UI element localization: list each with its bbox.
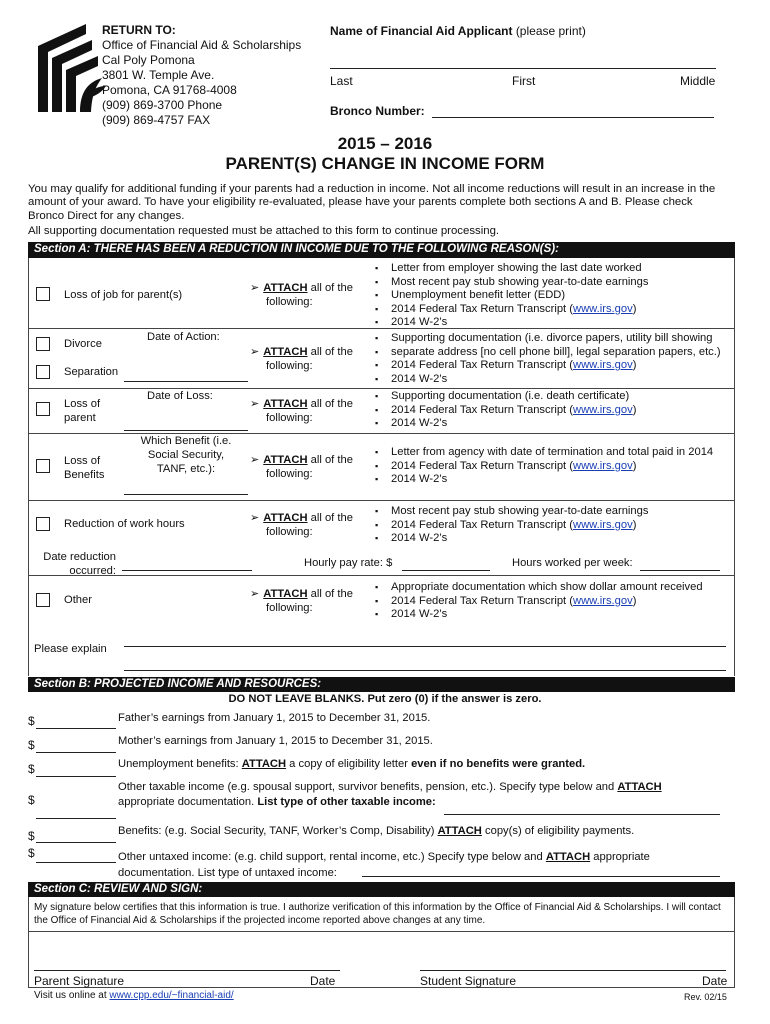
address-line: (909) 869-3700 Phone [102,98,223,112]
website-link[interactable]: www.cpp.edu/~financial-aid/ [109,990,234,1001]
address-line: Pomona, CA 91768-4008 [102,83,237,97]
date-reduction-field[interactable] [122,560,252,571]
address-line: Office of Financial Aid & Scholarships [102,38,302,52]
dollar-sign: $ [28,714,35,728]
explain-line-2[interactable] [124,660,726,671]
doc-item: ▪ Most recent pay stub showing year-to-date earnings [374,276,734,290]
form-year: 2015 – 2016 [337,134,433,153]
benefits-field[interactable] [36,830,116,843]
doc-item: ▪ 2014 Federal Tax Return Transcript (www.irs.gov) [374,303,734,317]
attach-instruction: ➢ ATTACH all of the following: [250,454,353,480]
hours-per-week-field[interactable] [640,560,720,571]
address-line: 3801 W. Temple Ave. [102,68,215,82]
doc-item: ▪ 2014 W-2’s [374,373,734,387]
doc-item: ▪ 2014 Federal Tax Return Transcript (www.irs.gov) [374,519,734,533]
loss-of-benefits-doc-list [374,446,734,487]
hourly-pay-label: Hourly pay rate: $ [304,557,393,569]
first-label: First [512,74,536,88]
section-b-note: DO NOT LEAVE BLANKS. Put zero (0) if the answer is zero. [228,693,542,705]
attach-instruction: ➢ ATTACH all of the following: [250,346,353,372]
dollar-sign: $ [28,829,35,843]
student-signature-label: Student Signature [420,974,517,988]
bronco-number-label: Bronco Number: [330,104,425,118]
return-to-label: RETURN TO: [102,23,176,37]
doc-item: ▪ 2014 Federal Tax Return Transcript (www.irs.gov) [374,359,734,373]
doc-item: ▪ Letter from agency with date of termination and total paid in 2014 [374,446,734,460]
doc-item: ▪ separate address [no cell phone bill], legal separation papers, etc.) [374,346,734,360]
section-c-heading: Section C: REVIEW AND SIGN: [28,882,735,897]
doc-item: ▪ 2014 Federal Tax Return Transcript (www.irs.gov) [374,460,734,474]
attach-instruction: ➢ ATTACH all of the following: [250,512,353,538]
hourly-pay-field[interactable] [402,560,490,571]
date-of-loss-field[interactable] [124,420,248,431]
irs-link[interactable]: www.irs.gov [573,594,633,607]
other-doc-list [374,581,734,622]
separation-label: Separation [64,366,119,378]
separation-checkbox[interactable] [36,365,50,379]
doc-item: ▪ Most recent pay stub showing year-to-date earnings [374,505,734,519]
doc-item: ▪ Supporting documentation (i.e. death certificate) [374,390,734,404]
parent-signature-field[interactable] [34,960,340,971]
dollar-sign: $ [28,738,35,752]
father-earnings-field[interactable] [36,716,116,729]
attach-instruction: ➢ ATTACH all of the following: [250,282,353,308]
dollar-sign: $ [28,762,35,776]
cal-poly-logo [36,22,108,114]
section-b-heading: Section B: PROJECTED INCOME AND RESOURCES: [28,677,735,692]
doc-item: ▪ 2014 W-2’s [374,417,734,431]
applicant-name-field[interactable] [330,56,716,69]
row-divider [28,931,735,932]
other-checkbox[interactable] [36,593,50,607]
dollar-sign: $ [28,846,35,860]
which-benefit-field[interactable] [124,482,248,495]
reduction-hours-doc-list [374,505,734,546]
address-line: (909) 869-4757 FAX [102,113,211,127]
reduction-hours-label: Reduction of work hours [64,518,185,530]
divorce-doc-list [374,332,734,386]
student-signature-field[interactable] [420,960,726,971]
mother-earnings-field[interactable] [36,740,116,753]
student-date-label: Date [702,974,728,988]
form-title: PARENT(S) CHANGE IN INCOME FORM [225,154,545,173]
untaxed-amount-field[interactable] [36,852,116,863]
doc-item: ▪ 2014 W-2’s [374,608,734,622]
untaxed-type-field[interactable] [362,866,720,877]
doc-item: ▪ Supporting documentation (i.e. divorce papers, utility bill showing [374,332,734,346]
applicant-name-label: Name of Financial Aid Applicant (please print) [330,24,586,38]
mother-earnings-label: Mother’s earnings from January 1, 2015 to December 31, 2015. [118,735,433,747]
dollar-sign: $ [28,793,35,807]
irs-link[interactable]: www.irs.gov [573,403,633,416]
other-taxable-type-field[interactable] [444,804,720,815]
irs-link[interactable]: www.irs.gov [573,359,633,372]
divorce-label: Divorce [64,338,102,350]
attach-instruction: ➢ ATTACH all of the following: [250,588,353,614]
parent-signature-label: Parent Signature [34,974,125,988]
loss-of-job-doc-list [374,262,734,330]
row-divider [28,575,735,576]
other-label: Other [64,594,92,606]
unemployment-label: Unemployment benefits: ATTACH a copy of eligibility letter even if no benefits were granted. [118,758,586,770]
middle-label: Middle [680,74,716,88]
footer-visit: Visit us online at www.cpp.edu/~financial-aid/ [34,990,234,1001]
return-address [102,23,301,128]
row-divider [28,328,735,329]
doc-item: ▪ 2014 Federal Tax Return Transcript (www.irs.gov) [374,404,734,418]
reduction-hours-checkbox[interactable] [36,517,50,531]
loss-of-benefits-checkbox[interactable] [36,459,50,473]
attach-instruction: ➢ ATTACH all of the following: [250,398,353,424]
revision-label: Rev. 02/15 [684,992,727,1002]
irs-link[interactable]: www.irs.gov [573,518,633,531]
irs-link[interactable]: www.irs.gov [573,459,633,472]
benefits-label: Benefits: (e.g. Social Security, TANF, Worker’s Comp, Disability) ATTACH copy(s) of eligibility payments. [118,825,635,837]
parent-date-label: Date [310,974,336,988]
date-of-action-label: Date of Action: [147,331,220,343]
explain-line-1[interactable] [124,636,726,647]
section-a-heading: Section A: THERE HAS BEEN A REDUCTION IN INCOME DUE TO THE FOLLOWING REASON(S): [28,242,735,258]
unemployment-field[interactable] [36,764,116,777]
row-divider [28,500,735,501]
date-reduction-label: Date reduction occurred: [43,551,116,577]
which-benefit-label: Which Benefit (i.e. Social Security, TANF, etc.): [140,435,232,475]
intro-text: You may qualify for additional funding if your parents had a reduction in income. Not all income reductions will result in an increase in the amount of your award. To have your eligibility re-evaluated, please have your parents complete both sections A and B. Please check Bronco Direct for any changes. All supporting documentation requested must be attached to this form to continue processing. [28,183,716,238]
doc-item: ▪ 2014 Federal Tax Return Transcript (www.irs.gov) [374,595,734,609]
loss-of-benefits-label: Loss of Benefits [64,455,105,481]
loss-of-job-label: Loss of job for parent(s) [64,289,183,301]
row-divider [28,388,735,389]
last-label: Last [330,74,353,88]
loss-of-parent-label: Loss of parent [64,398,101,424]
divorce-checkbox[interactable] [36,337,50,351]
bronco-number-field[interactable] [432,104,714,118]
doc-item: ▪ 2014 W-2’s [374,316,734,330]
other-taxable-label: Other taxable income (e.g. spousal support, survivor benefits, pension, etc.). Specify type below and ATTACH appropriate documentation. List type of other taxable income: [118,781,662,808]
hours-per-week-label: Hours worked per week: [512,557,633,569]
doc-item: ▪ 2014 W-2’s [374,532,734,546]
doc-item: ▪ Letter from employer showing the last date worked [374,262,734,276]
other-taxable-amount-field[interactable] [36,806,116,819]
father-earnings-label: Father’s earnings from January 1, 2015 to December 31, 2015. [118,712,431,724]
loss-of-parent-checkbox[interactable] [36,402,50,416]
please-explain-label: Please explain [34,643,107,655]
untaxed-label: Other untaxed income: (e.g. child support, rental income, etc.) Specify type below and ATTACH appropriate documentation. List type of untaxed income: [118,851,650,879]
date-of-loss-label: Date of Loss: [147,390,213,402]
doc-item: ▪ 2014 W-2’s [374,473,734,487]
doc-item: ▪ Unemployment benefit letter (EDD) [374,289,734,303]
doc-item: ▪ Appropriate documentation which show dollar amount received [374,581,734,595]
loss-of-job-checkbox[interactable] [36,287,50,301]
date-of-action-field[interactable] [124,368,248,382]
certification-text: My signature below certifies that this information is true. I authorize verification of this information by the Office of Financial Aid & Scholarships. I will contact the Office of Financial Aid & Scholarships if the projected income reported above changes at any time. [34,902,721,926]
loss-of-parent-doc-list [374,390,734,431]
irs-link[interactable]: www.irs.gov [573,302,633,315]
address-line: Cal Poly Pomona [102,53,195,67]
